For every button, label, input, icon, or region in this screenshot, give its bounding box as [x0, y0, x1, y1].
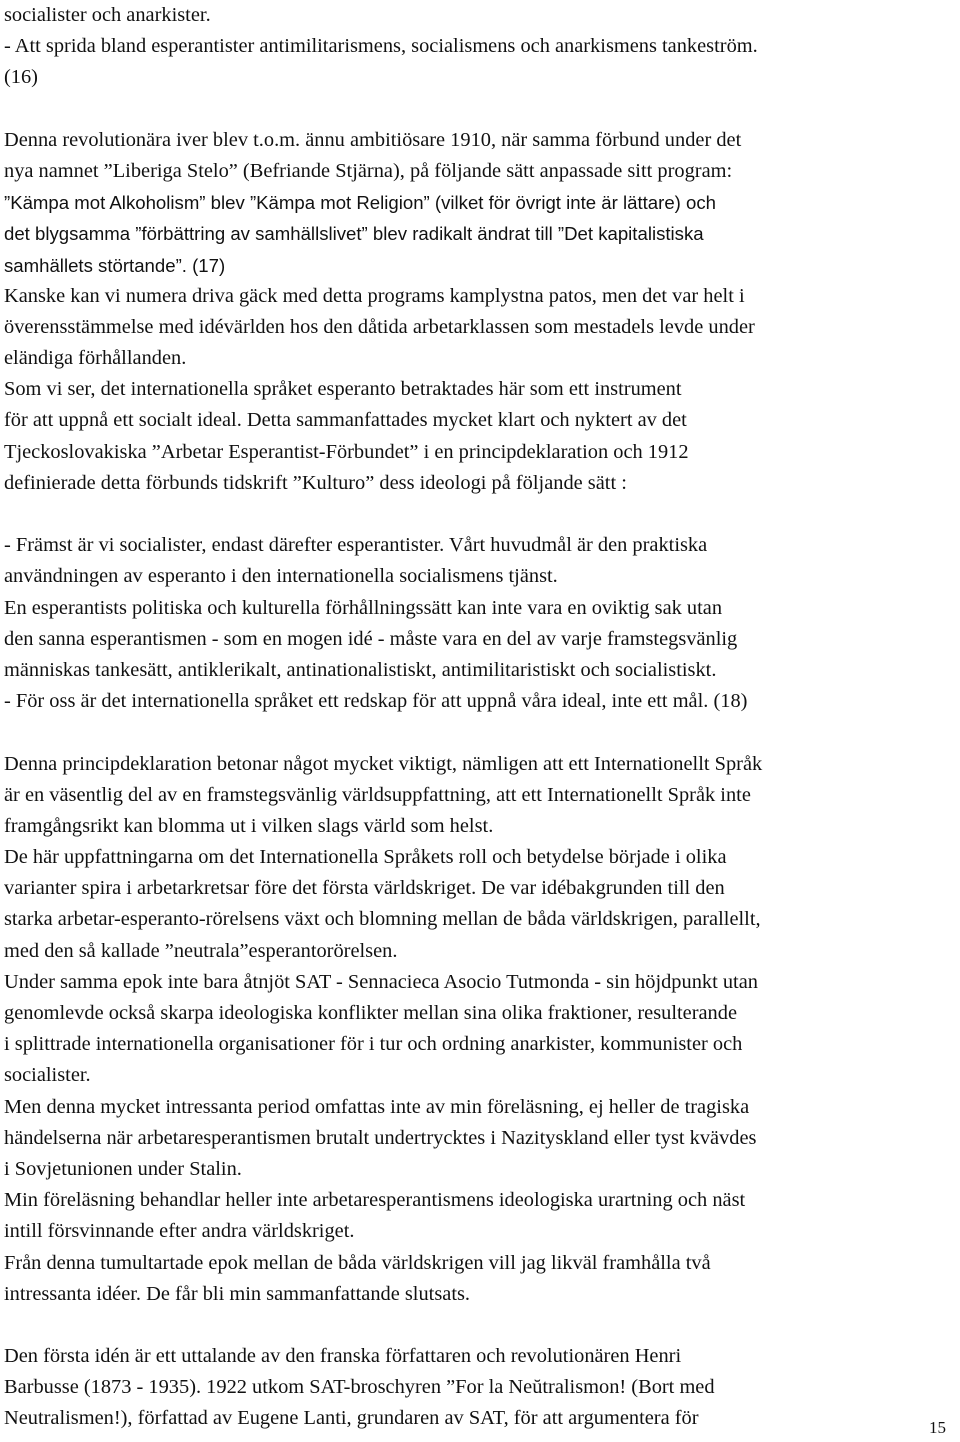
text-line: Men denna mycket intressanta period omfattas inte av min föreläsning, ej heller de tragiska — [4, 1095, 750, 1118]
document-page — [4, 0, 954, 1435]
text-line: Denna principdeklaration betonar något mycket viktigt, nämligen att ett Internationellt Språk — [4, 752, 763, 775]
text-line: människas tankesätt, antiklerikalt, antinationalistiskt, antimilitaristiskt och socialistiskt. — [4, 658, 717, 681]
text-line: (16) — [4, 66, 38, 89]
text-line: Barbusse (1873 - 1935). 1922 utkom SAT-broschyren ”For la Neŭtralismon! (Bort med — [4, 1376, 715, 1399]
text-line: definierade detta förbunds tidskrift ”Kulturo” dess ideologi på följande sätt : — [4, 471, 627, 494]
paragraph-barbusse — [4, 1341, 954, 1435]
text-line: Kanske kan vi numera driva gäck med detta programs kamplystna patos, men det var helt i — [4, 284, 745, 307]
text-line: Tjeckoslovakiska ”Arbetar Esperantist-Förbundet” i en principdeklaration och 1912 — [4, 440, 689, 463]
paragraph-intro — [4, 0, 954, 94]
text-line: i splittrade internationella organisationer för i tur och ordning anarkister, kommunister och — [4, 1033, 743, 1056]
text-line: det blygsamma ”förbättring av samhällslivet” blev radikalt ändrat till ”Det kapitalistiska — [4, 223, 704, 245]
paragraph-spacer — [4, 94, 954, 125]
text-line: ”Kämpa mot Alkoholism” blev ”Kämpa mot Religion” (vilket för övrigt inte är lättare) och — [4, 192, 716, 214]
paragraph-spacer — [4, 1310, 954, 1341]
text-line: användningen av esperanto i den internationella socialismens tjänst. — [4, 565, 558, 588]
text-line: överensstämmelse med idévärlden hos den dåtida arbetarklassen som mestadels levde under — [4, 315, 755, 338]
text-line: Min föreläsning behandlar heller inte arbetaresperantismens ideologiska urartning och näst — [4, 1189, 746, 1212]
text-line: varianter spira i arbetarkretsar före det första världskriget. De var idébakgrunden till den — [4, 877, 725, 900]
text-line: - Att sprida bland esperantister antimilitarismens, socialismens och anarkismens tankeström. — [4, 35, 758, 58]
page-number: 15 — [929, 1418, 946, 1437]
text-line: med den så kallade ”neutrala”esperantorörelsen. — [4, 939, 398, 962]
text-line: - För oss är det internationella språket ett redskap för att uppnå våra ideal, inte ett mål. (18) — [4, 690, 748, 713]
text-line: - Främst är vi socialister, endast därefter esperantister. Vårt huvudmål är den praktiska — [4, 534, 708, 557]
text-line: Den första idén är ett uttalande av den franska författaren och revolutionären Henri — [4, 1345, 682, 1368]
text-line: framgångsrikt kan blomma ut i vilken slags värld som helst. — [4, 814, 494, 837]
text-line: socialister och anarkister. — [4, 4, 211, 26]
text-line: samhällets störtande”. (17) — [4, 254, 226, 276]
text-line: Från denna tumultartade epok mellan de båda världskrigen vill jag likväl framhålla två — [4, 1251, 711, 1274]
text-line: den sanna esperantismen - som en mogen idé - måste vara en del av varje framstegsvänlig — [4, 627, 738, 650]
text-line: Neutralismen!), författad av Eugene Lanti, grundaren av SAT, för att argumentera för — [4, 1407, 699, 1430]
text-line: En esperantists politiska och kulturella förhållningssätt kan inte vara en oviktig sak utan — [4, 596, 723, 619]
text-line: socialister. — [4, 1064, 91, 1087]
text-line: starka arbetar-esperanto-rörelsens växt och blomning mellan de båda världskrigen, parallellt, — [4, 908, 761, 931]
text-line: De här uppfattningarna om det Internationella Språkets roll och betydelse började i olika — [4, 846, 727, 869]
paragraph-spacer — [4, 717, 954, 748]
text-line: Denna revolutionära iver blev t.o.m. ännu ambitiösare 1910, när samma förbund under det — [4, 128, 742, 151]
text-line: genomlevde också skarpa ideologiska konflikter mellan sina olika fraktioner, resulterande — [4, 1002, 737, 1024]
text-line: eländiga förhållanden. — [4, 347, 187, 370]
text-line: i Sovjetunionen under Stalin. — [4, 1157, 242, 1180]
text-line: är en väsentlig del av en framstegsvänlig världsuppfattning, att ett Internationellt Språk inte — [4, 783, 751, 806]
text-line: nya namnet ”Liberiga Stelo” (Befriande Stjärna), på följande sätt anpassade sitt program: — [4, 159, 733, 182]
text-line: Som vi ser, det internationella språket esperanto betraktades här som ett instrument — [4, 378, 682, 401]
paragraph-analysis — [4, 749, 954, 1310]
text-line: Under samma epok inte bara åtnjöt SAT - Sennacieca Asocio Tutmonda - sin höjdpunkt utan — [4, 970, 758, 993]
paragraph-spacer — [4, 499, 954, 530]
text-line: för att uppnå ett socialt ideal. Detta sammanfattades mycket klart och nyktert av det — [4, 409, 687, 432]
text-line: intill försvinnande efter andra världskriget. — [4, 1220, 355, 1243]
text-line: händelserna när arbetaresperantismen brutalt undertrycktes i Nazityskland eller tyst kvävdes — [4, 1126, 757, 1149]
paragraph-program — [4, 125, 954, 499]
paragraph-declaration — [4, 530, 954, 717]
text-line: intressanta idéer. De får bli min sammanfattande slutsats. — [4, 1282, 471, 1305]
